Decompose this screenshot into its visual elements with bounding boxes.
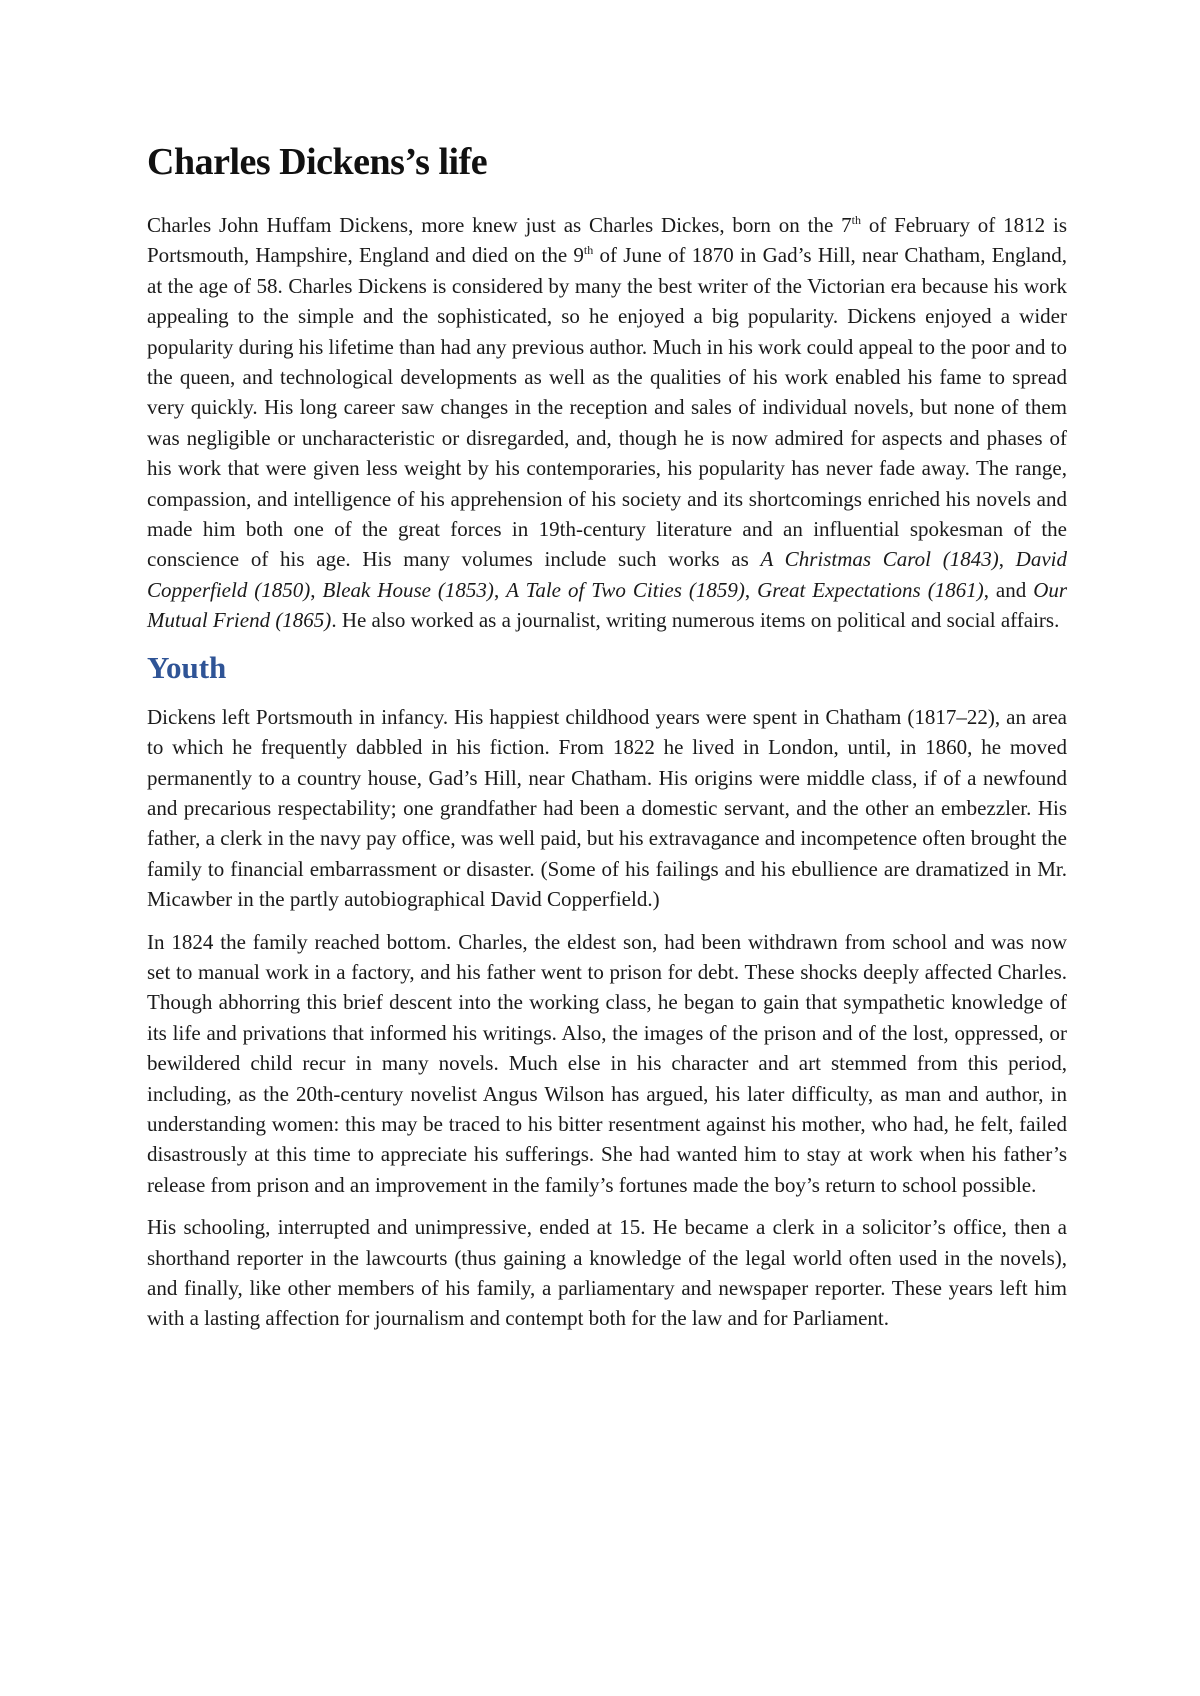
section-heading-youth: Youth xyxy=(147,649,227,685)
page-title: Charles Dickens’s life xyxy=(147,141,488,183)
youth-paragraph-3: His schooling, interrupted and unimpressive, ended at 15. He became a clerk in a solicitor’s office, then a shorthand reporter in the lawcourts (thus gaining a knowledge of the legal world often used in the novels), and finally, like other members of his family, a parliamentary and newspaper reporter. These years left him with a lasting affection for journalism and contempt both for the law and for Parliament. xyxy=(147,1215,1067,1331)
work-title: David Copperfield (1850) xyxy=(147,547,1067,602)
youth-paragraph-2: In 1824 the family reached bottom. Charles, the eldest son, had been withdrawn from school and was now set to manual work in a factory, and his father went to prison for debt. These shocks deeply affected Charles. Though abhorring this brief descent into the working class, he began to gain that sympathetic knowledge of its life and privations that informed his writings. Also, the images of the prison and of the lost, oppressed, or bewildered child recur in many novels. Much else in his character and art stemmed from this period, including, as the 20th-century novelist Angus Wilson has argued, his later difficulty, as man and author, in understanding women: this may be traced to his bitter resentment against his mother, who had, he felt, failed disastrously at this time to appreciate his sufferings. She had wanted him to stay at work when his father’s release from prison and an improvement in the family’s fortunes made the boy’s return to school possible. xyxy=(147,929,1067,1197)
separator: , xyxy=(744,577,758,602)
youth-paragraph-1: Dickens left Portsmouth in infancy. His happiest childhood years were spent in Chatham (1817–22), an area to which he frequently dabbled in his fiction. From 1822 he lived in London, until, in 1860, he moved permanently to a country house, Gad’s Hill, near Chatham. His origins were middle class, if of a newfound and precarious respectability; one grandfather had been a domestic servant, and the other an embezzler. His father, a clerk in the navy pay office, was well paid, but his extravagance and incompetence often brought the family to financial embarrassment or disaster. (Some of his failings and his ebullience are dramatized in Mr. Micawber in the partly autobiographical David Copperfield.) xyxy=(147,704,1067,912)
separator: , xyxy=(310,577,323,602)
work-title: Our Mutual Friend (1865) xyxy=(147,577,1068,633)
intro-text-3: of June of 1870 in Gad’s Hill, near Chatham, England, at the age of 58. Charles Dickens is considered by many the best writer of the Victorian era because his work appealing to the simple and the sophisticated, so he enjoyed a big popularity. Dickens enjoyed a wider popularity during his lifetime than had any previous author. Much in his work could appeal to the poor and to the queen, and technological developments as well as the qualities of his work enabled his fame to spread very quickly. His long career saw changes in the reception and sales of individual novels, but none of them was negligible or uncharacteristic or disregarded, and, though he is now admired for aspects and phases of his work that were given less weight by his contemporaries, his popularity has never fade away. The range, compassion, and intelligence of his apprehension of his society and its shortcomings enriched his novels and made him both one of the great forces in 19th-century literature and an influential spokesman of the conscience of his age. His many volumes include such works as xyxy=(147,243,1067,572)
intro-paragraph xyxy=(147,210,1067,636)
work-title: Bleak House (1853) xyxy=(322,577,494,602)
separator: , xyxy=(998,547,1016,572)
ordinal-superscript: th xyxy=(851,213,861,227)
separator: , and xyxy=(983,577,1034,602)
document-page xyxy=(147,140,1067,1346)
intro-text-4: . He also worked as a journalist, writing numerous items on political and social affairs. xyxy=(331,608,1060,633)
separator: , xyxy=(493,577,507,602)
intro-text-2: of February of 1812 is Portsmouth, Hampshire, England and died on the 9 xyxy=(147,213,1067,268)
ordinal-superscript: th xyxy=(583,243,594,258)
work-title: Great Expectations (1861) xyxy=(757,577,984,602)
work-title: A Tale of Two Cities (1859) xyxy=(506,577,745,602)
work-title: A Christmas Carol (1843) xyxy=(760,547,999,572)
intro-text-1: Charles John Huffam Dickens, more knew just as Charles Dickes, born on the 7 xyxy=(147,213,852,237)
